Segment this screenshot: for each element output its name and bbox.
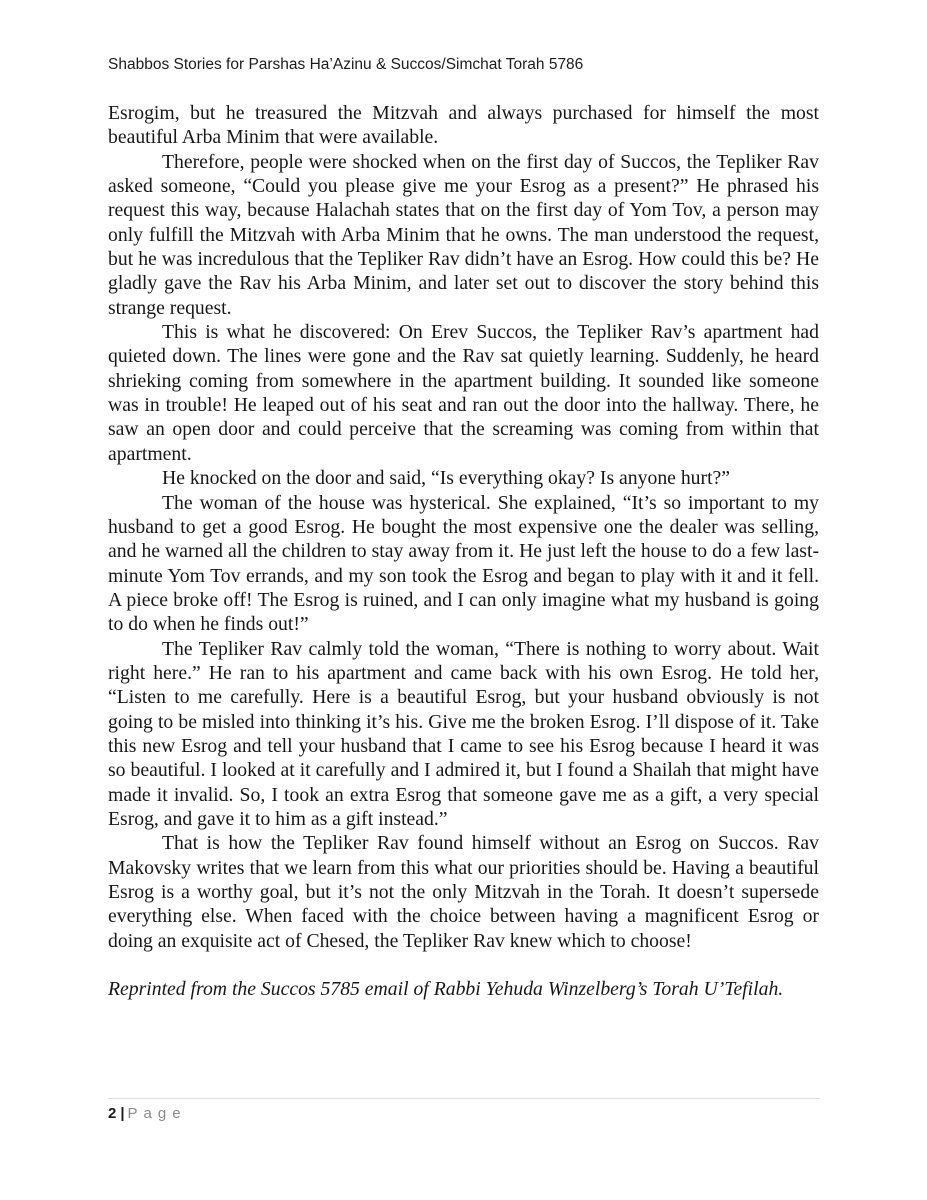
paragraph: Therefore, people were shocked when on the first day of Succos, the Tepliker Rav asked someone, “Could you please give me your Esrog as a present?” He phrased his request this way, because Halachah states that on the first day of Yom Tov, a person may only fulfill the Mitzvah with Arba Minim that he owns. The man understood the request, but he was incredulous that the Tepliker Rav didn’t have an Esrog. How could this be? He gladly gave the Rav his Arba Minim, and later set out to discover the story behind this strange request.: [108, 150, 819, 319]
document-body: [108, 101, 819, 1002]
footer-separator: |: [120, 1105, 125, 1122]
paragraph: The woman of the house was hysterical. She explained, “It’s so important to my husband to get a good Esrog. He bought the most expensive one the dealer was selling, and he warned all the children to stay away from it. He just left the house to do a few last-minute Yom Tov errands, and my son took the Esrog and began to play with it and it fell. A piece broke off! The Esrog is ruined, and I can only imagine what my husband is going to do when he finds out!”: [108, 491, 819, 636]
running-header-title: Shabbos Stories for Parshas Ha’Azinu & Succos/Simchat Torah 5786: [108, 56, 584, 73]
paragraph: Esrogim, but he treasured the Mitzvah and always purchased for himself the most beautiful Arba Minim that were available.: [108, 102, 819, 149]
reprint-attribution: Reprinted from the Succos 5785 email of Rabbi Yehuda Winzelberg’s Torah U’Tefilah.: [108, 978, 784, 1001]
paragraph: This is what he discovered: On Erev Succos, the Tepliker Rav’s apartment had quieted down. The lines were gone and the Rav sat quietly learning. Suddenly, he heard shrieking coming from somewhere in the apartment building. It sounded like someone was in trouble! He leaped out of his seat and ran out the door into the hallway. There, he saw an open door and could perceive that the screaming was coming from within that apartment.: [108, 321, 819, 465]
page-footer: [108, 1105, 187, 1122]
footer-divider: [108, 1098, 820, 1099]
paragraph: That is how the Tepliker Rav found himself without an Esrog on Succos. Rav Makovsky writes that we learn from this what our priorities should be. Having a beautiful Esrog is a worthy goal, but it’s not the only Mitzvah in the Torah. It doesn’t supersede everything else. When faced with the choice between having a magnificent Esrog or doing an exquisite act of Chesed, the Tepliker Rav knew which to choose!: [108, 832, 819, 952]
page-label: Page: [127, 1105, 187, 1122]
paragraph: He knocked on the door and said, “Is everything okay? Is anyone hurt?”: [162, 467, 731, 490]
paragraph: The Tepliker Rav calmly told the woman, “There is nothing to worry about. Wait right here.” He ran to his apartment and came back with his own Esrog. He told her, “Listen to me carefully. Here is a beautiful Esrog, but your husband obviously is not going to be misled into thinking it’s his. Give me the broken Esrog. I’ll dispose of it. Take this new Esrog and tell your husband that I came to see his Esrog because I heard it was so beautiful. I looked at it carefully and I admired it, but I found a Shailah that might have made it invalid. So, I took an extra Esrog that someone gave me as a gift, a very special Esrog, and gave it to him as a gift instead.”: [108, 637, 819, 830]
page-number: 2: [108, 1105, 117, 1122]
